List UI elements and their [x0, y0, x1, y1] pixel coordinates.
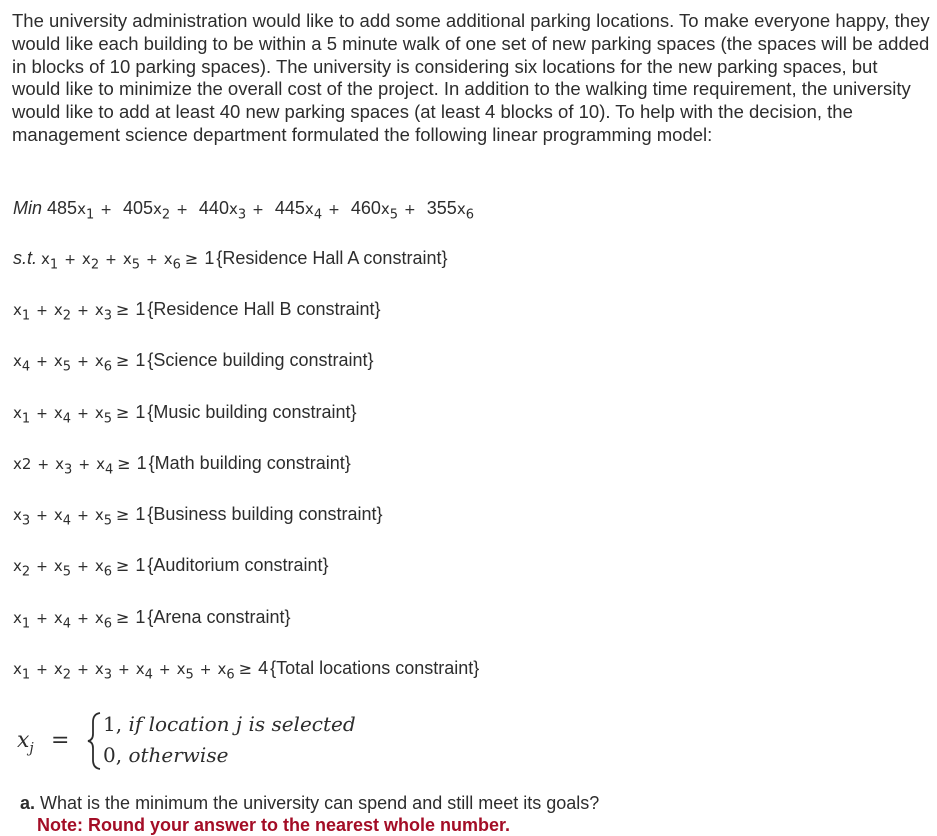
- term-coefficient: 460: [350, 198, 381, 218]
- variable-name: x: [217, 660, 227, 678]
- variable: [53, 609, 72, 632]
- variable: [163, 250, 181, 273]
- variable: [94, 352, 112, 375]
- variable-subscript: 5: [62, 564, 72, 580]
- variable: [53, 352, 72, 375]
- variable-name: x: [304, 200, 314, 218]
- variable: [53, 506, 72, 529]
- variable: [176, 660, 194, 683]
- variable-name: x: [13, 609, 22, 627]
- plus-operator: +: [199, 662, 212, 678]
- objective-term: [194, 198, 270, 223]
- constraint-rhs: 1: [135, 350, 146, 370]
- variable-name: x: [153, 200, 162, 218]
- question-label: a.: [20, 793, 36, 813]
- plus-operator: +: [77, 662, 89, 678]
- variable: [13, 609, 31, 632]
- term-coefficient: 355: [426, 198, 457, 218]
- variable: [77, 200, 95, 223]
- variable-name: x: [456, 200, 466, 218]
- ge-symbol: ≥: [184, 249, 199, 268]
- constraint-label: {Arena constraint}: [147, 607, 291, 627]
- objective-term: [422, 198, 474, 223]
- variable-subscript: 3: [21, 513, 31, 529]
- constraint-row: [13, 607, 291, 632]
- binary-variable-definition: [17, 710, 417, 772]
- variable-name: x: [13, 557, 22, 575]
- variable-name: x: [55, 455, 65, 473]
- plus-operator: +: [252, 202, 264, 218]
- plus-operator: +: [36, 406, 48, 422]
- term-coefficient: 440: [198, 198, 229, 218]
- variable-subscript: 1: [49, 257, 59, 273]
- constraint-rhs: 1: [136, 453, 147, 473]
- variable-subscript: 4: [62, 616, 72, 632]
- term-coefficient: 405: [122, 198, 154, 218]
- variable: [135, 660, 153, 683]
- variable: [153, 200, 171, 223]
- variable: [41, 250, 59, 273]
- variable-subscript: 4: [104, 462, 114, 478]
- variable-subscript: 4: [313, 207, 323, 223]
- constraint-row: [13, 299, 381, 324]
- variable-name: x: [13, 301, 22, 319]
- constraint-label: {Residence Hall B constraint}: [147, 299, 381, 319]
- variable-subscript: 2: [62, 667, 72, 683]
- variable-name: x: [122, 250, 132, 268]
- objective-term: [118, 198, 194, 223]
- variable-name: x: [94, 352, 104, 370]
- variable-subscript: 3: [103, 308, 112, 324]
- problem-intro: The university administration would like to add some additional parking locations. To make everyone happy, they would like each building to be within a 5 minute walk of one set of new parking spaces (the spaces will be added in blocks of 10 parking spaces). The university is considering six locations for the new parking spaces, but would like to minimize the overall cost of the project. In addition to the walking time requirement, the university would like to add at least 40 new parking spaces (at least 4 blocks of 10). To help with the decision, the management science department formulated the following linear programming model:: [12, 10, 930, 145]
- variable: [94, 660, 112, 683]
- variable: [81, 250, 100, 273]
- plus-operator: +: [36, 508, 48, 524]
- plus-operator: +: [77, 611, 89, 627]
- variable-name: x: [13, 352, 22, 370]
- variable: [53, 660, 72, 683]
- case-selected: 1, if location j is selected: [103, 712, 356, 736]
- variable-name: x2: [13, 455, 32, 473]
- variable-subscript: 6: [103, 564, 112, 580]
- plus-operator: +: [105, 252, 117, 268]
- variable: [55, 455, 73, 478]
- variable: [13, 404, 31, 427]
- constraint-row: [13, 248, 447, 273]
- plus-operator: +: [36, 662, 48, 678]
- objective-function: [13, 198, 474, 223]
- plus-operator: +: [36, 559, 48, 575]
- equals-sign: =: [51, 728, 70, 753]
- variable: [94, 557, 112, 580]
- case-otherwise: 0, otherwise: [103, 743, 229, 767]
- variable: [94, 404, 112, 427]
- ge-symbol: ≥: [115, 556, 130, 575]
- objective-term: [346, 198, 422, 223]
- plus-operator: +: [117, 662, 130, 678]
- variable-subscript: 5: [103, 513, 112, 529]
- constraint-label: {Music building constraint}: [147, 402, 357, 422]
- plus-operator: +: [77, 354, 89, 370]
- plus-operator: +: [100, 202, 112, 218]
- constraint-label: {Auditorium constraint}: [147, 555, 329, 575]
- term-coefficient: 445: [274, 198, 305, 218]
- variable-subscript: 5: [185, 667, 194, 683]
- variable-name: x: [53, 352, 63, 370]
- variable: [96, 455, 114, 478]
- variable-subscript: 1: [21, 308, 31, 324]
- variable: [13, 301, 31, 324]
- variable-name: x: [135, 660, 145, 678]
- variable-name: x: [13, 660, 22, 678]
- plus-operator: +: [146, 252, 158, 268]
- left-brace: [87, 712, 101, 770]
- variable-subscript: 2: [62, 308, 72, 324]
- variable: [122, 250, 140, 273]
- binary-variable: $x_j$: [17, 728, 34, 757]
- question-text: What is the minimum the university can spend and still meet its goals?: [40, 793, 600, 813]
- constraint-label: {Science building constraint}: [147, 350, 374, 370]
- variable-name: x: [53, 557, 63, 575]
- variable-subscript: 6: [226, 667, 235, 683]
- constraint-row: [13, 402, 357, 427]
- plus-operator: +: [36, 354, 48, 370]
- plus-operator: +: [77, 508, 89, 524]
- variable-subscript: 2: [90, 257, 100, 273]
- variable-name: x: [94, 506, 104, 524]
- plus-operator: +: [404, 202, 416, 218]
- constraint-rhs: 1: [135, 299, 146, 319]
- variable-subscript: 4: [62, 513, 72, 529]
- variable-name: x: [380, 200, 390, 218]
- rounding-note: Note: Round your answer to the nearest whole number.: [37, 815, 511, 835]
- variable: [456, 200, 474, 223]
- variable-name: x: [163, 250, 173, 268]
- constraint-rhs: 1: [135, 402, 146, 422]
- constraint-rhs: 1: [135, 607, 146, 627]
- variable: [13, 557, 31, 580]
- variable-subscript: 6: [103, 359, 112, 375]
- variable-name: x: [53, 301, 63, 319]
- variable-subscript: 1: [21, 667, 31, 683]
- variable-name: x: [94, 404, 104, 422]
- variable-subscript: 6: [465, 207, 474, 223]
- plus-operator: +: [77, 559, 89, 575]
- constraint-rhs: 1: [135, 555, 146, 575]
- variable-name: x: [13, 506, 22, 524]
- plus-operator: +: [36, 303, 48, 319]
- constraint-row: [13, 555, 329, 580]
- plus-operator: +: [158, 662, 171, 678]
- variable-subscript: 1: [21, 616, 31, 632]
- constraint-label: {Math building constraint}: [148, 453, 351, 473]
- variable-subscript: 2: [161, 207, 171, 223]
- constraint-row: [13, 453, 351, 478]
- variable-subscript: 5: [103, 411, 112, 427]
- variable: [13, 506, 31, 529]
- variable: [53, 557, 72, 580]
- constraint-label: {Total locations constraint}: [270, 658, 480, 678]
- st-prefix: s.t.: [13, 248, 38, 268]
- variable-name: x: [53, 660, 63, 678]
- ge-symbol: ≥: [115, 505, 130, 524]
- variable-name: x: [96, 455, 105, 473]
- variable-subscript: 1: [21, 411, 31, 427]
- variable: [13, 352, 31, 375]
- objective-prefix: Min: [13, 198, 43, 218]
- variable-subscript: 6: [172, 257, 181, 273]
- variable-subscript: 5: [62, 359, 72, 375]
- ge-symbol: ≥: [238, 659, 253, 678]
- variable-subscript: 3: [64, 462, 73, 478]
- variable-name: x: [94, 660, 104, 678]
- plus-operator: +: [37, 457, 50, 473]
- variable-subscript: 5: [131, 257, 140, 273]
- variable-name: x: [13, 404, 22, 422]
- variable: [94, 301, 112, 324]
- plus-operator: +: [176, 202, 188, 218]
- variable-name: x: [94, 301, 104, 319]
- variable: [53, 301, 72, 324]
- variable-subscript: 5: [389, 207, 399, 223]
- variable-subscript: 3: [237, 207, 247, 223]
- variable-subscript: 4: [144, 667, 153, 683]
- constraint-rhs: 1: [135, 504, 146, 524]
- variable: [13, 660, 31, 683]
- objective-term: [270, 198, 346, 223]
- plus-operator: +: [78, 457, 91, 473]
- variable-name: x: [41, 250, 50, 268]
- variable: [94, 506, 112, 529]
- plus-operator: +: [328, 202, 340, 218]
- variable-subscript: 3: [103, 667, 112, 683]
- variable-name: x: [77, 200, 86, 218]
- variable-name: x: [53, 404, 63, 422]
- variable: [304, 200, 323, 223]
- variable-name: x: [176, 660, 186, 678]
- ge-symbol: ≥: [115, 300, 130, 319]
- ge-symbol: ≥: [115, 403, 130, 422]
- variable-name: x: [53, 609, 63, 627]
- constraint-row: [13, 504, 383, 529]
- variable: [13, 455, 31, 473]
- variable-subscript: 4: [62, 411, 72, 427]
- constraint-rhs: 1: [204, 248, 215, 268]
- question-a: [20, 793, 599, 814]
- variable-name: x: [94, 609, 104, 627]
- plus-operator: +: [64, 252, 76, 268]
- plus-operator: +: [77, 303, 89, 319]
- constraint-row: [13, 658, 479, 683]
- constraint-label: {Residence Hall A constraint}: [216, 248, 448, 268]
- ge-symbol: ≥: [115, 608, 130, 627]
- ge-symbol: ≥: [117, 454, 131, 473]
- variable-subscript: 4: [21, 359, 31, 375]
- variable-subscript: 2: [21, 564, 31, 580]
- term-coefficient: 485: [47, 198, 78, 218]
- constraint-label: {Business building constraint}: [147, 504, 383, 524]
- objective-term: [42, 198, 118, 223]
- variable: [94, 609, 112, 632]
- variable: [53, 404, 72, 427]
- plus-operator: +: [36, 611, 48, 627]
- variable: [228, 200, 247, 223]
- constraint-row: [13, 350, 374, 375]
- ge-symbol: ≥: [115, 351, 130, 370]
- variable-name: x: [228, 200, 238, 218]
- variable-name: x: [94, 557, 104, 575]
- variable-name: x: [81, 250, 91, 268]
- constraint-rhs: 4: [258, 658, 269, 678]
- variable-name: x: [53, 506, 63, 524]
- variable-subscript: 1: [85, 207, 95, 223]
- variable: [380, 200, 399, 223]
- variable-subscript: 6: [103, 616, 112, 632]
- variable: [217, 660, 235, 683]
- plus-operator: +: [77, 406, 89, 422]
